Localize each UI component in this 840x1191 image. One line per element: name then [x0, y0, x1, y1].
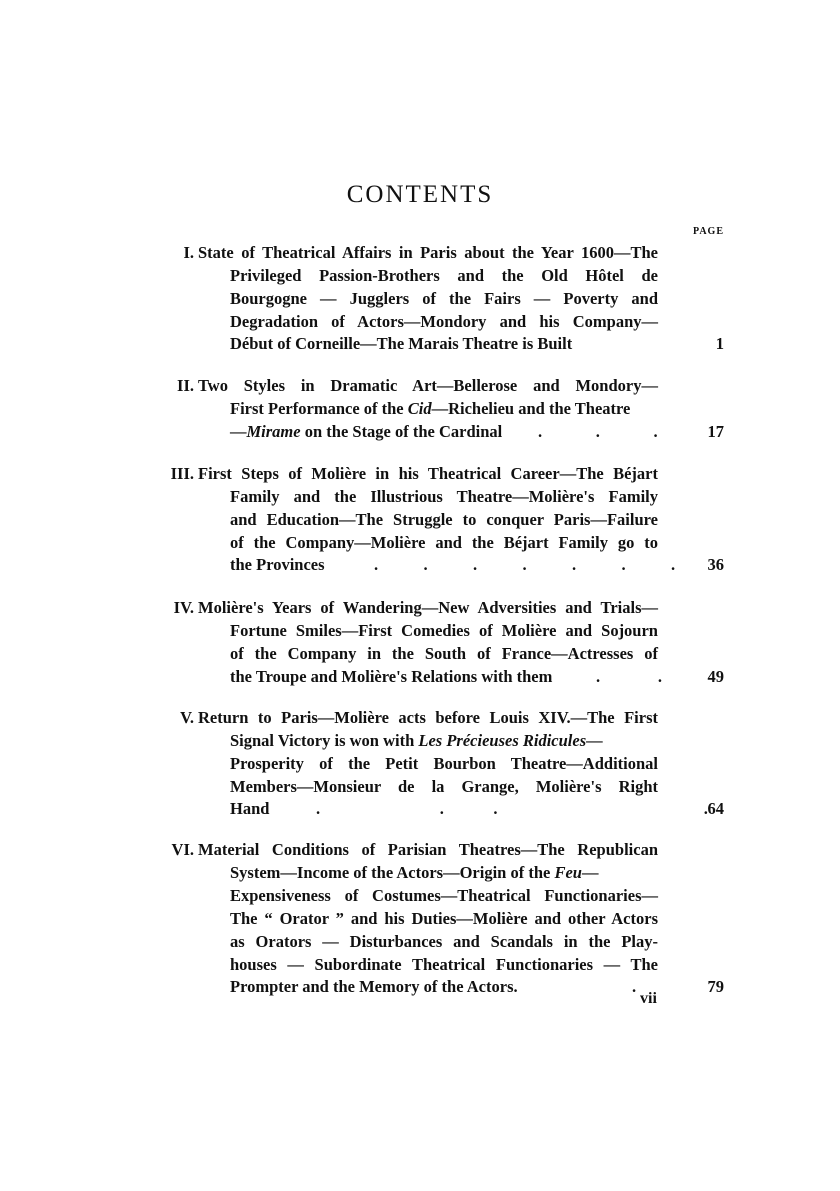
entry-line: Members—Monsieur de la Grange, Molière's Right [230, 777, 658, 796]
entry-line: Expensiveness of Costumes—Theatrical Functionaries— [230, 886, 658, 905]
page-number: 79 [707, 977, 724, 996]
entry-line: the Provinces [230, 555, 325, 574]
page-title: CONTENTS [346, 181, 494, 208]
entry-line: Signal Victory is won with Les Précieuses Ridicules— [230, 731, 603, 750]
chapter-number: IV. [173, 598, 194, 617]
entry-line: Hand [230, 799, 270, 818]
entry-line: and Education—The Struggle to conquer Paris—Failure [230, 510, 658, 529]
entry-line: The “ Orator ” and his Duties—Molière and other Actors [230, 909, 658, 928]
entry-line: Material Conditions of Parisian Theatres—The Republican [198, 840, 658, 859]
entry-line: of the Company—Molière and the Béjart Family go to [230, 533, 658, 552]
leader-dots: . . . . . . . [374, 555, 676, 574]
entry-line: Prosperity of the Petit Bourbon Theatre—Additional [230, 754, 658, 773]
entry-line: houses — Subordinate Theatrical Functionaries — The [230, 955, 658, 974]
chapter-number: VI. [171, 840, 194, 859]
italic-title: Mirame [246, 422, 301, 441]
entry-line: Prompter and the Memory of the Actors. [230, 977, 518, 996]
page-number: 64 [707, 799, 724, 818]
entry-line: Bourgogne — Jugglers of the Fairs — Poverty and [230, 289, 658, 308]
entry-line: the Troupe and Molière's Relations with them [230, 667, 553, 686]
entry-line: Privileged Passion-Brothers and the Old Hôtel de [230, 266, 658, 285]
entry-line: Two Styles in Dramatic Art—Bellerose and Mondory— [198, 376, 658, 395]
entry-line: of the Company in the South of France—Actresses of [230, 644, 658, 663]
italic-title: Cid [407, 399, 432, 418]
chapter-number: V. [180, 708, 194, 727]
entry-line: Family and the Illustrious Theatre—Molière's Family [230, 487, 658, 506]
page-column-header: PAGE [692, 226, 724, 237]
entry-line: First Steps of Molière in his Theatrical Career—The Béjart [198, 464, 658, 483]
entry-line: Return to Paris—Molière acts before Louis XIV.—The First [198, 708, 658, 727]
page-number: 36 [707, 555, 724, 574]
page-number: 1 [715, 334, 724, 353]
leader-dots: . . . [538, 422, 658, 441]
italic-title: Feu [554, 863, 582, 882]
chapter-number: III. [170, 464, 194, 483]
entry-line: First Performance of the Cid—Richelieu and the Theatre [230, 399, 631, 418]
page-number: 17 [707, 422, 724, 441]
leader-dots: . . [596, 667, 662, 686]
entry-line: Degradation of Actors—Mondory and his Company— [230, 312, 658, 331]
entry-line: Molière's Years of Wandering—New Adversities and Trials— [198, 598, 658, 617]
page-number: 49 [707, 667, 724, 686]
folio: vii [640, 990, 657, 1007]
leader-dots: . [632, 977, 637, 996]
chapter-number: I. [183, 243, 194, 262]
leader-dots: . . . . [316, 799, 708, 818]
entry-line: Fortune Smiles—First Comedies of Molière and Sojourn [230, 621, 658, 640]
chapter-number: II. [177, 376, 194, 395]
entry-line: as Orators — Disturbances and Scandals in the Play- [230, 932, 658, 951]
italic-title: Les Précieuses Ridicules [418, 731, 587, 750]
entry-line: —Mirame on the Stage of the Cardinal [230, 422, 503, 441]
entry-line: System—Income of the Actors—Origin of the Feu— [230, 863, 599, 882]
entry-line: Début of Corneille—The Marais Theatre is Built [230, 334, 573, 353]
entry-line: State of Theatrical Affairs in Paris about the Year 1600—The [198, 243, 658, 262]
